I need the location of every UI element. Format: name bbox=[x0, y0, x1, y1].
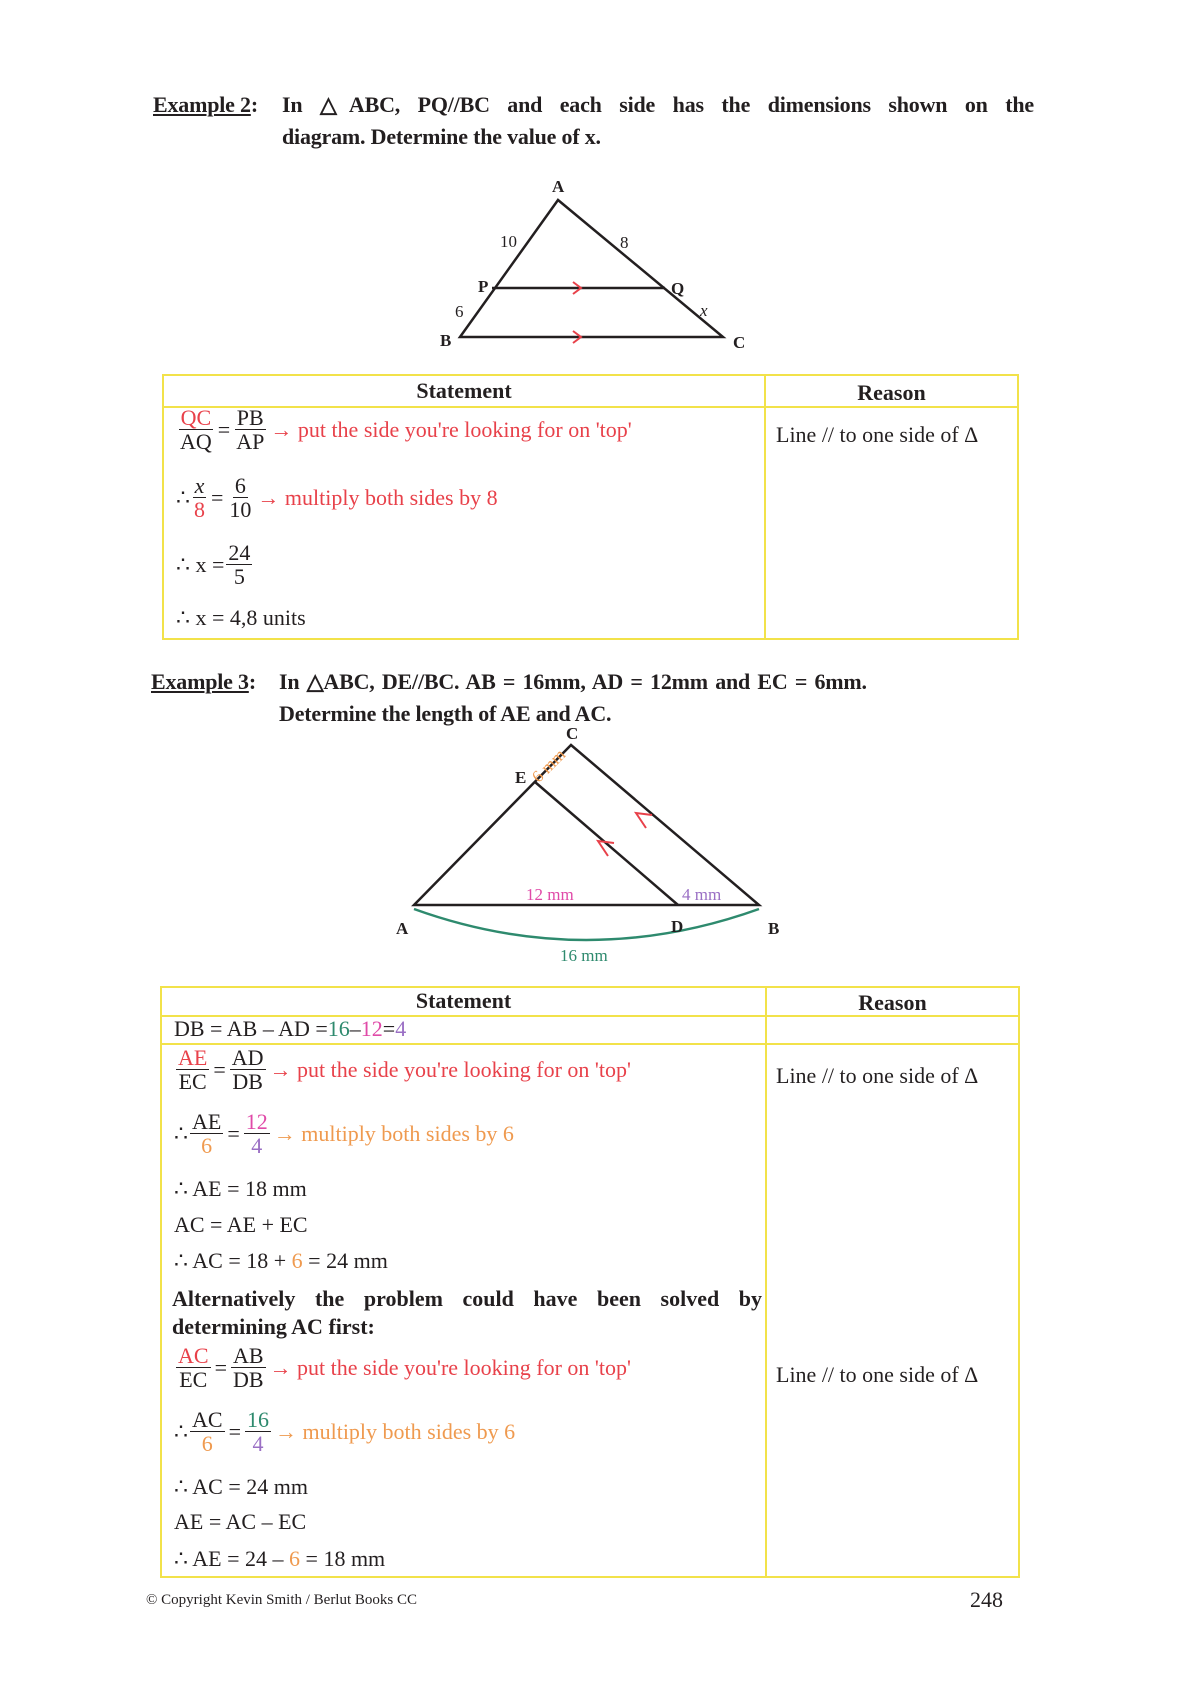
statement-row bbox=[174, 1046, 631, 1093]
numerator: 12 bbox=[245, 1109, 268, 1134]
statement-row: AE = AC – EC bbox=[174, 1509, 307, 1534]
example-2-table bbox=[162, 374, 1019, 640]
therefore-symbol: ∴ bbox=[174, 1120, 188, 1146]
statement-row bbox=[176, 406, 632, 453]
denominator: 10 bbox=[229, 497, 252, 523]
denominator: AQ bbox=[180, 429, 212, 455]
reason-header: Reason bbox=[858, 990, 927, 1015]
rhs: = 24 mm bbox=[308, 1248, 388, 1273]
denominator: 4 bbox=[252, 1431, 264, 1457]
denominator: DB bbox=[232, 1367, 264, 1393]
vertex-b-label: B bbox=[768, 919, 780, 938]
page-number: 248 bbox=[970, 1587, 1003, 1612]
statement-header: Statement bbox=[416, 378, 512, 403]
vertex-a-label: A bbox=[396, 919, 409, 938]
equals: = bbox=[213, 1056, 226, 1082]
hint-note: → put the side you're looking for on 'top' bbox=[269, 1354, 631, 1380]
denominator: EC bbox=[179, 1367, 208, 1393]
numerator: AB bbox=[232, 1343, 264, 1368]
therefore-symbol: ∴ bbox=[174, 1418, 188, 1444]
statement-row: AC = AE + EC bbox=[174, 1212, 308, 1237]
equals: = bbox=[214, 1354, 227, 1380]
side-pb-label: 6 bbox=[455, 302, 464, 321]
numerator: AE bbox=[192, 1109, 222, 1134]
denominator: DB bbox=[232, 1069, 263, 1095]
equals: = bbox=[382, 1016, 396, 1041]
triangle-abc bbox=[460, 200, 723, 337]
denominator: AP bbox=[236, 429, 265, 455]
hint-note: → put the side you're looking for on 'top' bbox=[270, 416, 632, 442]
numerator: QC bbox=[180, 405, 212, 430]
value-ec: 6 bbox=[289, 1546, 301, 1571]
example-2-text-line1: In △ABC, PQ//BC and each side has the dimensions shown on the bbox=[282, 92, 1034, 117]
side-ab-label: 16 mm bbox=[560, 946, 608, 965]
lhs: ∴ x = bbox=[176, 551, 225, 577]
denominator: 8 bbox=[194, 497, 205, 523]
lhs: DB = AB – AD = bbox=[174, 1016, 328, 1041]
side-qc-label: x bbox=[700, 301, 708, 320]
example-3-text-line2: Determine the length of AE and AC. bbox=[279, 701, 612, 726]
side-ap-label: 10 bbox=[500, 232, 517, 251]
reason-text: Line // to one side of Δ bbox=[776, 422, 979, 447]
example-2-heading: Example 2: bbox=[153, 92, 258, 117]
numerator: AE bbox=[178, 1045, 208, 1070]
side-db-label: 4 mm bbox=[682, 885, 722, 904]
hint-note: → multiply both sides by 6 bbox=[274, 1418, 516, 1444]
denominator: 6 bbox=[201, 1431, 213, 1457]
statement-row bbox=[174, 1016, 406, 1042]
side-ad-label: 12 mm bbox=[526, 885, 574, 904]
hint-note: → multiply both sides by 6 bbox=[273, 1120, 514, 1146]
numerator: AC bbox=[178, 1343, 209, 1368]
hint-note: → put the side you're looking for on 'top' bbox=[269, 1056, 631, 1082]
rhs: = 18 mm bbox=[305, 1546, 386, 1571]
reason-text: Line // to one side of Δ bbox=[776, 1362, 979, 1387]
numerator: AD bbox=[231, 1045, 264, 1070]
statement-row: ∴ AC = 24 mm bbox=[174, 1474, 308, 1499]
equals: = bbox=[227, 1120, 240, 1146]
value-ab: 16 bbox=[327, 1016, 350, 1041]
example-3-table bbox=[160, 986, 1020, 1578]
ab-length-arc bbox=[414, 909, 759, 940]
numerator: PB bbox=[236, 405, 264, 430]
vertex-a-label: A bbox=[552, 177, 565, 196]
example-3-heading: Example 3: bbox=[151, 669, 256, 694]
denominator: EC bbox=[178, 1069, 207, 1095]
numerator: x bbox=[194, 473, 205, 498]
triangle-abc-pq-diagram bbox=[400, 170, 760, 360]
numerator: 16 bbox=[246, 1407, 269, 1432]
lhs: ∴ AC = 18 + bbox=[174, 1248, 287, 1273]
point-e-label: E bbox=[515, 768, 527, 787]
statement-row bbox=[176, 474, 498, 521]
numerator: 24 bbox=[228, 540, 251, 565]
denominator: 5 bbox=[233, 564, 245, 590]
statement-row bbox=[174, 1408, 515, 1455]
example-3-text-line1: In △ABC, DE//BC. AB = 16mm, AD = 12mm and EC = 6mm. bbox=[279, 669, 867, 694]
minus: – bbox=[349, 1016, 361, 1041]
example-3-label: Example 3 bbox=[151, 669, 249, 694]
example-2-label: Example 2 bbox=[153, 92, 251, 117]
side-aq-label: 8 bbox=[620, 233, 629, 252]
reason-header: Reason bbox=[857, 380, 926, 405]
triangle-abc-de-diagram bbox=[380, 725, 800, 975]
example-2-text-line2: diagram. Determine the value of x. bbox=[282, 124, 601, 149]
vertex-c-label: C bbox=[566, 725, 579, 743]
point-d-label: D bbox=[671, 917, 684, 936]
statement-row bbox=[174, 1344, 631, 1391]
statement-header: Statement bbox=[415, 988, 512, 1013]
vertex-c-label: C bbox=[733, 333, 746, 352]
equals: = bbox=[211, 484, 224, 510]
denominator: 6 bbox=[201, 1133, 213, 1159]
therefore-symbol: ∴ bbox=[176, 484, 190, 510]
statement-row bbox=[174, 1546, 385, 1572]
point-q-label: Q bbox=[671, 279, 685, 298]
equals: = bbox=[228, 1418, 241, 1444]
statement-row bbox=[176, 541, 254, 588]
point-p-label: P bbox=[478, 277, 489, 296]
copyright-footer: © Copyright Kevin Smith / Berlut Books CC bbox=[146, 1592, 417, 1608]
lhs: ∴ AE = 24 – bbox=[174, 1546, 284, 1571]
equals: = bbox=[217, 416, 231, 442]
alternative-method-note: Alternatively the problem could have been solved by determining AC first: bbox=[172, 1286, 762, 1339]
value-ec: 6 bbox=[291, 1248, 303, 1273]
statement-row bbox=[174, 1248, 388, 1274]
parallel-arrow-icon bbox=[636, 813, 652, 828]
numerator: 6 bbox=[234, 473, 246, 498]
reason-text: Line // to one side of Δ bbox=[776, 1063, 979, 1088]
denominator: 4 bbox=[251, 1133, 263, 1159]
hint-note: → multiply both sides by 8 bbox=[257, 484, 498, 510]
value-db: 4 bbox=[395, 1016, 407, 1041]
vertex-b-label: B bbox=[440, 331, 452, 350]
statement-row bbox=[174, 1110, 514, 1157]
value-ad: 12 bbox=[360, 1016, 383, 1041]
numerator: AC bbox=[192, 1407, 223, 1432]
side-ec-label: 6 mm bbox=[527, 745, 570, 787]
statement-row: ∴ AE = 18 mm bbox=[174, 1176, 307, 1201]
statement-row: ∴ x = 4,8 units bbox=[176, 605, 306, 630]
